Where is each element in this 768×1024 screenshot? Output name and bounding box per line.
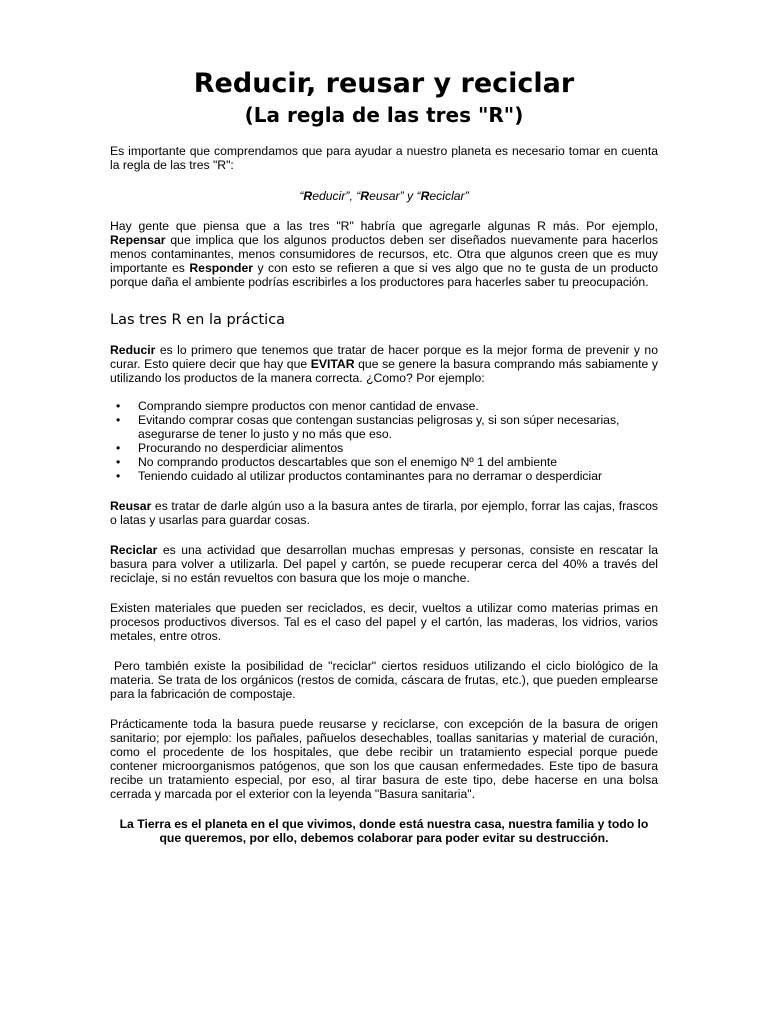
list-item-text: Teniendo cuidado al utilizar productos contaminantes para no derramar o desperdiciar [138,469,603,483]
document-subtitle: (La regla de las tres "R") [244,103,524,127]
list-item [110,413,658,441]
paragraph-sanitario: Prácticamente toda la basura puede reusarse y reciclarse, con excepción de la basura de origen sanitario; por ejemplo: los pañales, pañuelos desechables, toallas sanitarias y material de curación, como el procedente de los hospitales, que debe recibir un tratamiento especial porque puede contener microorganismos patógenos, que son los que causan enfermedades. Este tipo de basura recibe un tratamiento especial, por eso, al tirar basura de este tipo, debe hacerse en una bolsa cerrada y marcada por el exterior con la leyenda "Basura sanitaria". [110,717,658,801]
paragraph-more-r [110,219,658,289]
term-responder: Responder [189,261,254,275]
paragraph-reducir [110,343,658,385]
term-evitar: EVITAR [310,357,355,371]
paragraph-reusar [110,499,658,527]
term-repensar: Repensar [110,233,166,247]
paragraph-materiales: Existen materiales que pueden ser reciclados, es decir, vueltos a utilizar como materias primas en procesos productivos diversos. Tal es el caso del papel y el cartón, las maderas, los vidrios, varios metales, entre otros. [110,601,658,643]
closing-statement: La Tierra es el planeta en el que vivimos, donde está nuestra casa, nuestra familia y todo lo que queremos, por ello, debemos colaborar para poder evitar su destrucción. [119,817,649,845]
r2-letter: R [360,189,370,203]
quote-open: “ [299,189,304,203]
bullet-icon: • [116,441,121,455]
list-item [110,455,658,469]
intro-paragraph: Es importante que comprendamos que para ayudar a nuestro planeta es necesario tomar en cuenta la regla de las tres "R": [110,144,658,172]
bullet-list [110,399,658,483]
term-reducir: Reducir [110,343,156,357]
bullet-icon: • [116,399,121,413]
list-item-text: No comprando productos descartables que son el enemigo Nº 1 del ambiente [138,455,558,469]
text-segment: y con esto se refieren a que si ves algo que no te gusta de un producto porque daña el ambiente podrías escribirles a los productores para hacerles saber tu preocupación. [110,261,658,289]
text-segment: Hay gente que piensa que a las tres "R" habría que agregarle algunas R más. Por ejemplo, [110,219,658,233]
list-item [110,441,658,455]
paragraph-reciclar [110,543,658,585]
term-reciclar: Reciclar [110,543,158,557]
text-segment: que se genere la basura comprando más sabiamente y utilizando los productos de la manera correcta. ¿Como? Por ejemplo: [110,357,658,385]
r3-letter: R [420,189,430,203]
r3-rest: eciclar” [429,189,469,203]
list-item-text: Evitando comprar cosas que contengan sustancias peligrosas y, si son súper necesarias, asegurarse de tener lo justo y no más que eso. [138,413,620,441]
bullet-icon: • [116,469,121,483]
r1-letter: R [303,189,313,203]
bullet-icon: • [116,413,121,427]
three-r-line [110,189,658,203]
paragraph-organicos: Pero también existe la posibilidad de "reciclar" ciertos residuos utilizando el ciclo biológico de la materia. Se trata de los orgánicos (restos de comida, cáscara de frutas, etc.), que pueden emplearse para la fabricación de compostaje. [110,659,658,701]
document-page [110,66,658,845]
text-segment: es lo primero que tenemos que tratar de hacer porque es la mejor forma de prevenir y no curar. Esto quiere decir que hay que [110,343,658,371]
text-segment: es una actividad que desarrollan muchas empresas y personas, consiste en rescatar la basura para volver a utilizarla. Del papel y cartón, se puede recuperar cerca del 40% a través del reciclaje, si no están revueltos con basura que los moje o manche. [110,543,658,585]
list-item [110,469,658,483]
list-item-text: Comprando siempre productos con menor cantidad de envase. [138,399,479,413]
r2-rest: eusar” y “ [369,189,421,203]
text-segment: que implica que los algunos productos deben ser diseñados nuevamente para hacerlos menos contaminantes, menos consumidores de recursos, etc. Otra que algunos creen que es muy importante es [110,233,658,275]
list-item-text: Procurando no desperdiciar alimentos [138,441,344,455]
text-segment: es tratar de darle algún uso a la basura antes de tirarla, por ejemplo, forrar las cajas, frascos o latas y usarlas para guardar cosas. [110,499,658,527]
term-reusar: Reusar [110,499,152,513]
list-item [110,399,658,413]
document-title: Reducir, reusar y reciclar [193,68,575,99]
r1-rest: educir”, “ [312,189,361,203]
section-heading: Las tres R en la práctica [110,312,286,328]
bullet-icon: • [116,455,121,469]
